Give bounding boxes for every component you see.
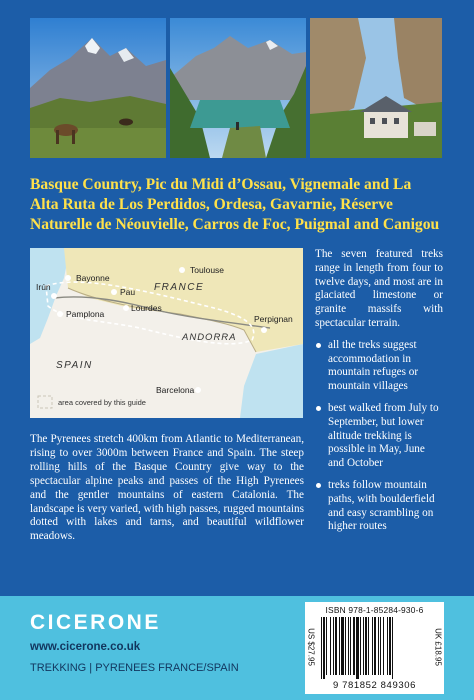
toulouse-marker [179,267,185,273]
route-map [30,248,303,418]
category-label: TREKKING | PYRENEES FRANCE/SPAIN [30,662,239,674]
feature-summary [315,248,443,542]
publisher-website[interactable]: www.cicerone.co.uk [30,641,141,653]
feature-intro: The seven featured treks range in length from four to twelve days, and most are in glaciated limestone or granite massifs with spectacular terrain. [315,248,443,329]
pau-marker [111,289,117,295]
photo-refuge [310,18,442,158]
bullet-icon [316,483,321,488]
map-label-irun: Irún [36,282,51,292]
pamplona-marker [57,311,63,317]
map-label-pamplona: Pamplona [66,309,105,319]
map-label-spain: SPAIN [56,360,93,371]
description-paragraph: The Pyrenees stretch 400km from Atlantic to Mediterranean, rising to over 3000m between France and Spain. The steep rolling hills of the Basque Country give way to the spectacular alpine peaks and passes of the High Pyrenees and the gentler mountains of eastern Catalonia. The landscape is very varied, with high passes, rugged mountains dotted with lakes and tarns, and beautiful wildflower meadows. [30,433,304,543]
publisher-logo: CICERONE [30,611,161,634]
map-label-france: FRANCE [154,282,205,293]
map-label-andorra: ANDORRA [182,332,237,343]
barcelona-marker [195,387,201,393]
bullet-icon [316,343,321,348]
feature-item: treks follow mountain paths, with boulderfield and easy scrambling on higher routes [315,479,443,534]
headline-routes: Basque Country, Pic du Midi d’Ossau, Vignemale and La Alta Ruta de Los Perdidos, Ordesa, Gavarnie, Réserve Naturelle de Néouvielle, Carros de Foc, Puigmal and Canigou [30,176,440,233]
map-label-bayonne: Bayonne [76,273,110,283]
price-uk: UK £18.95 [433,628,443,666]
bayonne-marker [65,275,71,281]
map-label-pau: Pau [120,287,136,297]
photo-strip [30,18,442,158]
photo-lake [170,18,306,158]
photo-mountain-horses [30,18,166,158]
perpignan-marker [261,327,267,333]
barcode-digits: 9 781852 849306 [333,680,416,691]
feature-list [315,339,443,534]
barcode-bars [319,617,429,679]
map-label-toulouse: Toulouse [190,265,225,275]
feature-item: all the treks suggest accommodation in mountain refuges or mountain villages [315,339,443,394]
barcode-panel [305,602,444,694]
bullet-icon [316,406,321,411]
isbn-text: ISBN 978-1-85284-930-6 [325,605,424,615]
lourdes-marker [123,305,129,311]
map-label-barcelona: Barcelona [156,385,195,395]
map-legend: area covered by this guide [58,398,146,407]
map-label-perpignan: Perpignan [254,314,293,324]
map-label-lourdes: Lourdes [131,303,162,313]
price-us: US $27.95 [306,628,316,666]
feature-item: best walked from July to September, but lower altitude trekking is possible in May, June and October [315,402,443,471]
irun-marker [51,293,57,299]
